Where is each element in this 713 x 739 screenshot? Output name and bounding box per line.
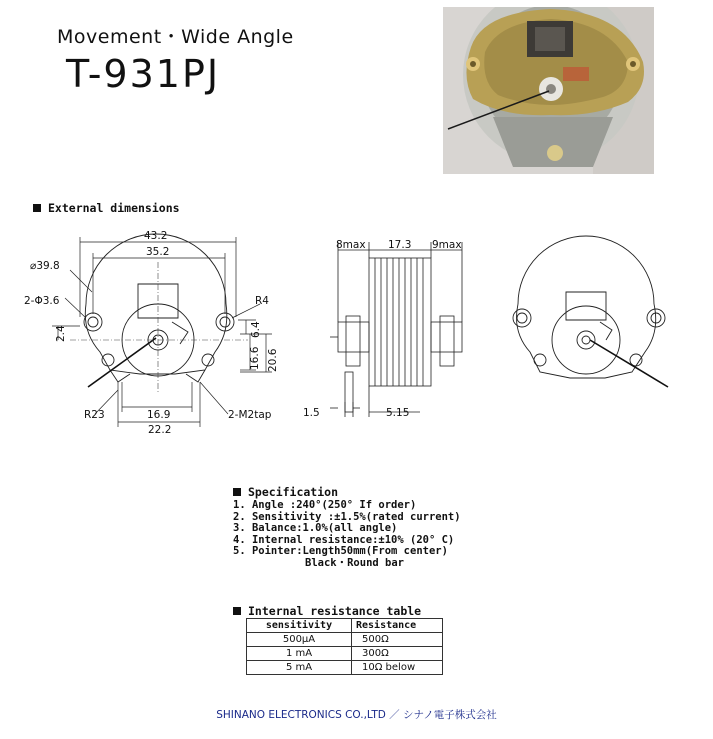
resistance-table [246,618,443,675]
section-bullet-icon [233,488,241,496]
dim-1-5: 1.5 [303,407,320,419]
spec-pointer: 5. Pointer:Length50mm(From center) [233,545,448,557]
dim-43-2: 43.2 [144,230,168,242]
dim-9max: 9max [432,239,462,251]
spec-balance: 3. Balance:1.0%(all angle) [233,522,398,534]
spec-sensitivity: 2. Sensitivity :±1.5%(rated current) [233,510,461,523]
dim-22-2: 22.2 [148,424,172,436]
specification-heading: Specification [233,485,338,499]
cell-sensitivity: 500μA [247,633,352,647]
spec-angle: 1. Angle :240°(250° If order) [233,499,417,511]
dim-dia-39-8: ⌀39.8 [30,260,60,272]
table-row [247,633,443,647]
spec-internal-resistance: 4. Internal resistance:±10% (20° C) [233,533,455,546]
table-row [247,647,443,661]
dim-5-15: 5.15 [386,407,410,419]
dim-2-4: 2.4 [55,325,67,342]
section-bullet-icon [233,607,241,615]
dim-20-6: 20.6 [267,348,279,372]
dim-2-m2tap: 2-M2tap [228,409,272,421]
product-photo [443,7,654,174]
dim-16-9: 16.9 [147,409,171,421]
header-resistance: Resistance [352,619,443,633]
dim-16-6: 16.6 [249,346,261,370]
company-footer: SHINANO ELECTRONICS CO.,LTD ／ シナノ電子株式会社 [216,709,497,721]
cell-sensitivity: 5 mA [247,661,352,675]
dim-2-phi-3-6: 2-Φ3.6 [24,295,60,307]
dimension-drawing [0,222,713,442]
cell-resistance: 10Ω below [352,661,443,675]
cell-resistance: 500Ω [352,633,443,647]
table-row [247,661,443,675]
external-dimensions-heading: External dimensions [33,201,180,215]
resistance-table-heading: Internal resistance table [233,604,421,618]
spec-pointer-style: Black・Round bar [305,556,405,569]
cell-sensitivity: 1 mA [247,647,352,661]
dim-r4: R4 [255,295,269,307]
header-sensitivity: sensitivity [247,619,352,633]
dim-8max: 8max [336,239,366,251]
specification-list [233,500,461,569]
section-bullet-icon [33,204,41,212]
dim-6-4: 6.4 [250,321,262,338]
dim-17-3: 17.3 [388,239,412,251]
cell-resistance: 300Ω [352,647,443,661]
product-subtitle: Movement・Wide Angle [57,26,294,48]
table-header-row [247,619,443,633]
model-number: T-931PJ [66,52,221,96]
dim-r23: R23 [84,409,105,421]
dim-35-2: 35.2 [146,246,170,258]
